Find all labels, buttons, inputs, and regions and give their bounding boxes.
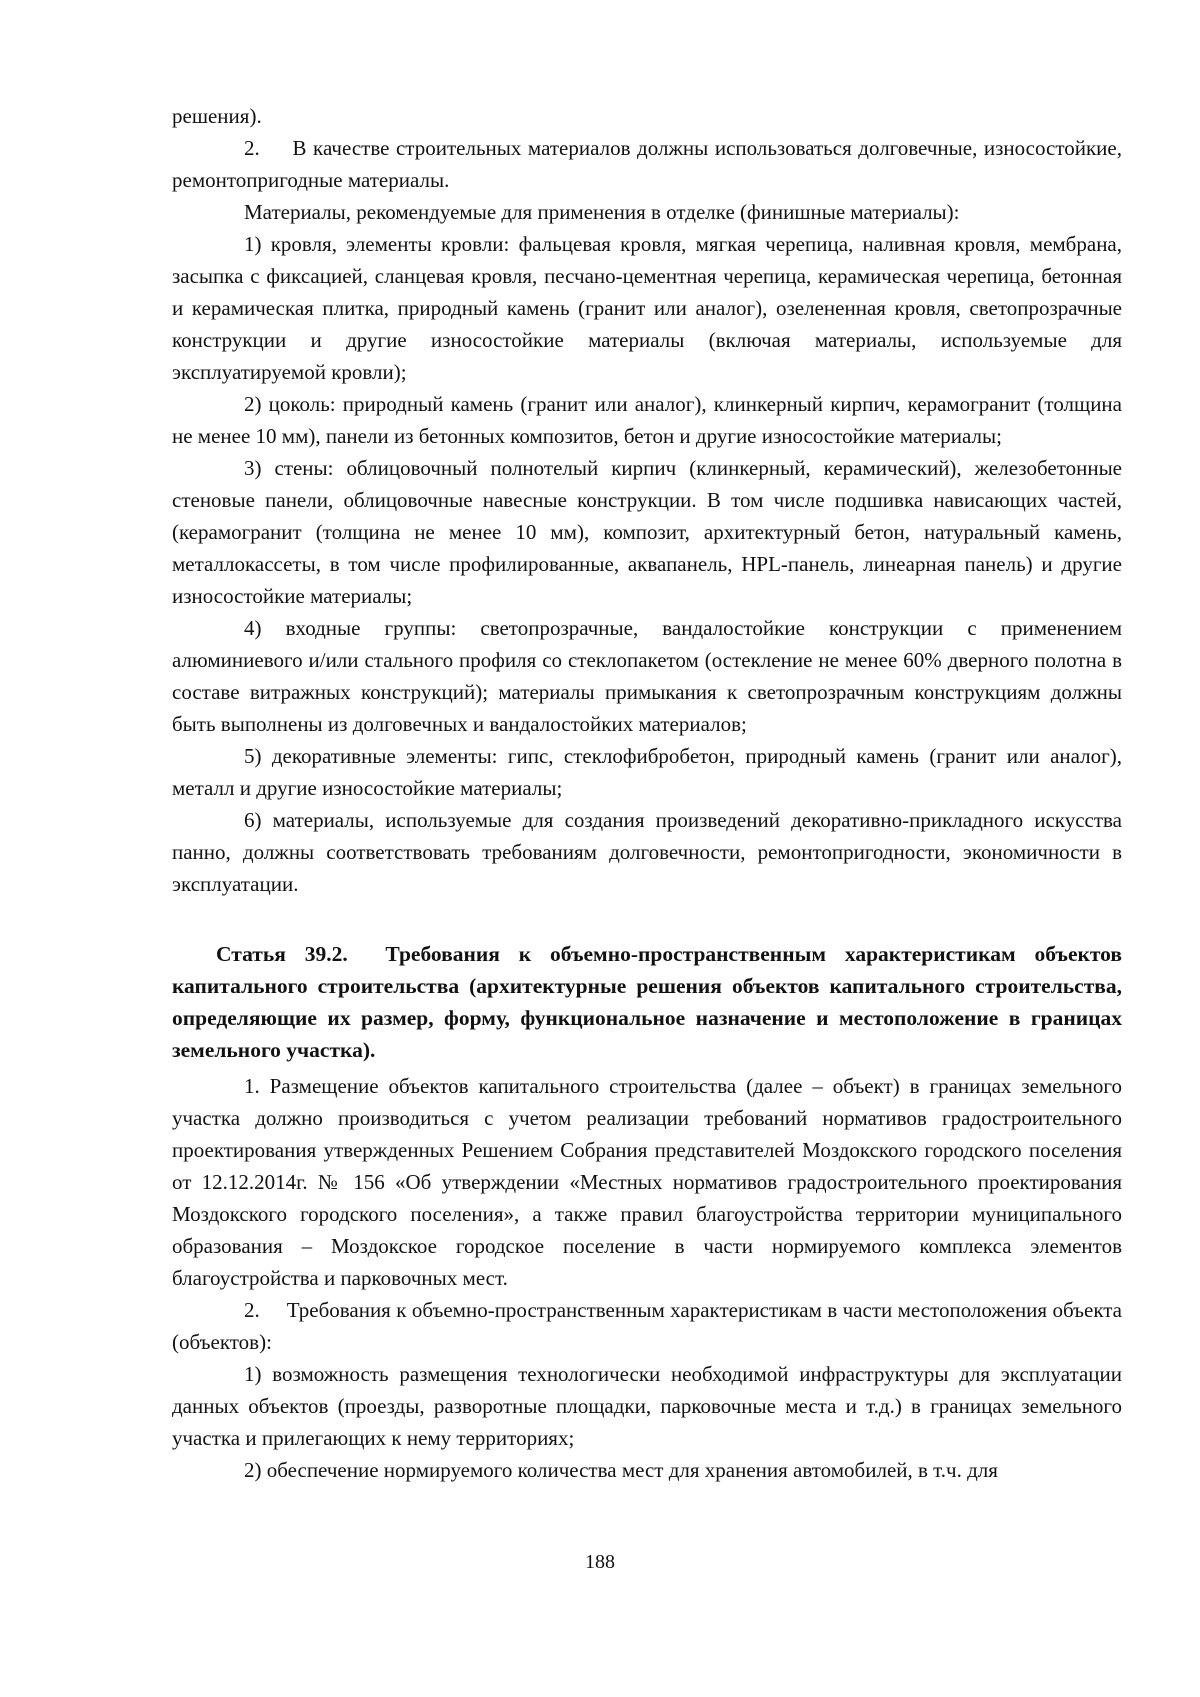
article-paragraph-1: 1. Размещение объектов капитального строительства (далее – объект) в границах земельного участка должно производиться с учетом реализации требований нормативов градостроительного проектирования утвержденных Решением Собрания представителей Моздокского городского поселения от 12.12.2014г. № 156 «Об утверждении «Местных нормативов градостроительного проектирования Моздокского городского поселения», а также правил благоустройства территории муниципального образования – Моздокское городское поселение в части нормируемого комплекса элементов благоустройства и парковочных мест. — [172, 1074, 1122, 1290]
materials-item-roof: 1) кровля, элементы кровли: фальцевая кровля, мягкая черепица, наливная кровля, мембрана, засыпка с фиксацией, сланцевая кровля, песчано-цементная черепица, керамическая черепица, бетонная и керамическая плитка, природный камень (гранит или аналог), озелененная кровля, светопрозрачные конструкции и другие износостойкие материалы (включая материалы, используемые для эксплуатируемой кровли); — [172, 232, 1122, 384]
materials-intro: Материалы, рекомендуемые для применения в отделке (финишные материалы): — [244, 200, 960, 224]
article-list-item-1: 1) возможность размещения технологически необходимой инфраструктуры для эксплуатации данных объектов (проезды, разворотные площадки, парковочные места и т.д.) в границах земельного участка и прилегающих к нему территориях; — [172, 1362, 1122, 1450]
item-2-paragraph: 2. В качестве строительных материалов должны использоваться долговечные, износостойкие, ремонтопригодные материалы. — [172, 136, 1122, 192]
document-body — [172, 100, 1122, 1486]
materials-item-art: 6) материалы, используемые для создания произведений декоративно-прикладного искусства панно, должны соответствовать требованиям долговечности, ремонтопригодности, экономичности в эксплуатации. — [172, 808, 1122, 896]
article-paragraph-2: 2. Требования к объемно-пространственным характеристикам в части местоположения объекта (объектов): — [172, 1298, 1122, 1354]
article-heading: Статья 39.2. Требования к объемно-пространственным характеристикам объектов капитального строительства (архитектурные решения объектов капитального строительства, определяющие их размер, форму, функциональное назначение и местоположение в границах земельного участка). — [172, 942, 1122, 1062]
materials-item-entrance: 4) входные группы: светопрозрачные, вандалостойкие конструкции с применением алюминиевого и/или стального профиля со стеклопакетом (остекление не менее 60% дверного полотна в составе витражных конструкций); материалы примыкания к светопрозрачным конструкциям должны быть выполнены из долговечных и вандалостойких материалов; — [172, 616, 1122, 736]
materials-item-walls: 3) стены: облицовочный полнотелый кирпич (клинкерный, керамический), железобетонные стеновые панели, облицовочные навесные конструкции. В том числе подшивка нависающих частей, (керамогранит (толщина не менее 10 мм), композит, архитектурный бетон, натуральный камень, металлокассеты, в том числе профилированные, аквапанель, HPL-панель, линеарная панель) и другие износостойкие материалы; — [172, 456, 1122, 608]
intro-fragment: решения). — [172, 104, 262, 128]
materials-item-plinth: 2) цоколь: природный камень (гранит или аналог), клинкерный кирпич, керамогранит (толщина не менее 10 мм), панели из бетонных композитов, бетон и другие износостойкие материалы; — [172, 392, 1122, 448]
materials-item-decor: 5) декоративные элементы: гипс, стеклофибробетон, природный камень (гранит или аналог), металл и другие износостойкие материалы; — [172, 744, 1122, 800]
page-number: 188 — [585, 1551, 615, 1573]
article-list-item-2: 2) обеспечение нормируемого количества мест для хранения автомобилей, в т.ч. для — [244, 1458, 998, 1482]
